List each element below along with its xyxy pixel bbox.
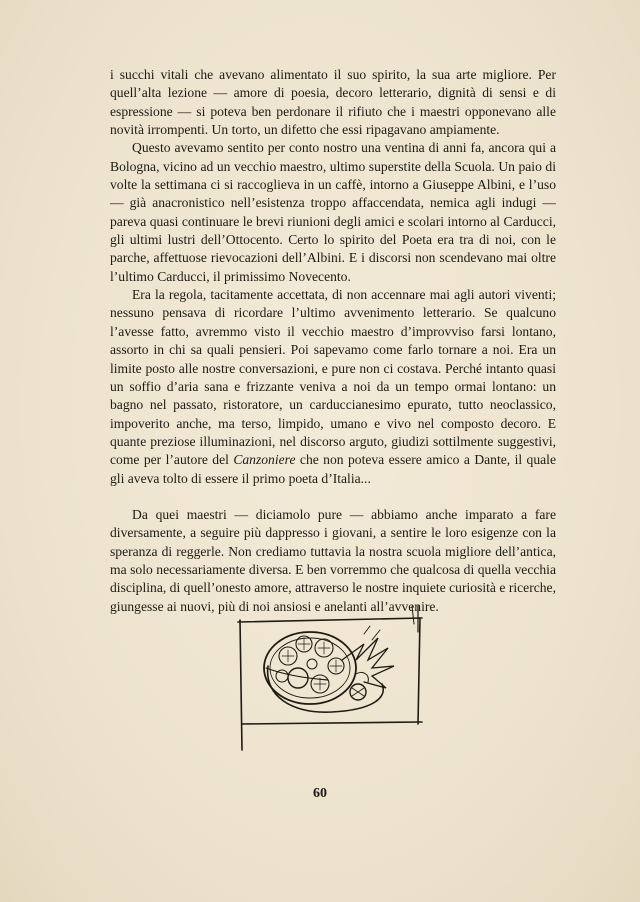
paragraph-3 — [110, 286, 556, 488]
paragraph-3-text-b: che non poteva essere amico a Dante, il quale gli aveva tolto di essere il primo poeta d’Italia... — [110, 452, 556, 486]
paragraph-3-title-italic: Canzoniere — [233, 452, 296, 468]
paragraph-3-text-a: Era la regola, tacitamente accettata, di non accennare mai agli autori viventi; nessuno pensava di ricordare l’ultimo avvenimento letterario. Se qualcuno l’avesse fatto, avremmo visto il vecchio maestro d’improvviso farsi lontano, assorto in chi sa quali pensieri. Poi sapevamo come farlo tornare a noi. Era un limite posto alle nostre conversazioni, e pure non ci costava. Perché intanto quasi un soffio d’aria sana e frizzante veniva a noi da un tempo ormai lontano: un bagno nel passato, ristoratore, un carduccianesimo epurato, tutto neoclassico, impoverito anche, ma terso, limpido, umano e vivo nel composto decoro. E quante preziose illuminazioni, nel discorso arguto, giudizi sottilmente suggestivi, come per l’autore del — [110, 287, 556, 468]
fruit-bowl-sketch — [232, 604, 428, 752]
body-text — [110, 66, 556, 616]
paragraph-2-text: Questo avevamo sentito per conto nostro una ventina di anni fa, ancora qui a Bologna, vicino ad un vecchio maestro, ultimo superstite della Scuola. Un paio di volte la settimana ci si raccoglieva in un caffè, intorno a Giuseppe Albini, e l’uso — già anacronistico nell’esistenza troppo affaccendata, nemica agli indugi — pareva quasi continuare le brevi riunioni degli amici e scolari intorno al Carducci, gli ultimi lustri dell’Ottocento. Certo lo spirito del Poeta era tra di noi, con le parche, affettuose rievocazioni dell’Albini. E i discorsi non scendevano mai oltre l’ultimo Carducci, il primissimo Novecento. — [110, 140, 556, 284]
paragraph-4-text: Da quei maestri — diciamolo pure — abbiamo anche imparato a fare diversamente, a seguire più dappresso i giovani, a sentire le loro esigenze con la speranza di reggerle. Non crediamo tuttavia la nostra scuola migliore dell’antica, ma solo necessariamente diversa. E ben vorremmo che qualcosa di quella vecchia disciplina, di quell’onesto amore, attraverso le nostre inquiete curiosità e ricerche, giungesse ai nuovi, più di noi ansiosi e anelanti all’avvenire. — [110, 506, 556, 614]
paragraph-2 — [110, 139, 556, 286]
paragraph-1-text: i succhi vitali che avevano alimentato il suo spirito, la sua arte migliore. Per quell’alta lezione — amore di poesia, decoro letterario, dignità di sensi e di espressione — si poteva ben perdonare il rifiuto che i maestri opponevano alle novità irrompenti. Un torto, un difetto che essi ripagavano ampiamente. — [110, 67, 556, 138]
page-number: 60 — [313, 786, 327, 801]
paragraph-1 — [110, 66, 556, 139]
paragraph-4 — [110, 506, 556, 616]
